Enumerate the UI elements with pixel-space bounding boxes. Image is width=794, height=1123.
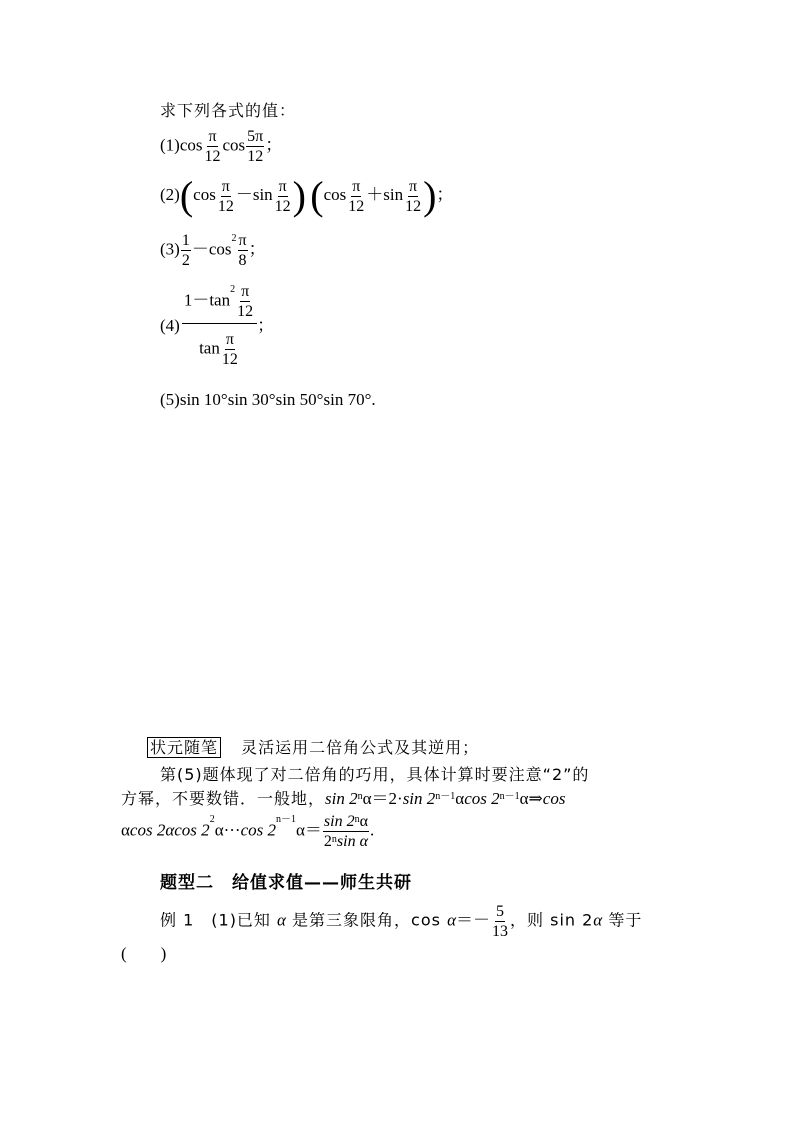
fraction: $\frac{\pi}{12}$ bbox=[204, 128, 221, 165]
fraction: $\frac{\pi}{12}$ bbox=[348, 177, 365, 215]
example-label: 例 1 (1)已知 bbox=[160, 910, 278, 930]
cos-text: cos bbox=[193, 184, 216, 204]
punct: ； bbox=[257, 315, 275, 335]
fraction: $\frac{\pi}{12}$ bbox=[274, 177, 291, 215]
minus-cos-text: －cos bbox=[191, 239, 232, 259]
problem-1 bbox=[160, 127, 282, 166]
big-fraction bbox=[182, 282, 257, 369]
cos-text: cos bbox=[323, 184, 347, 204]
punct: ； bbox=[436, 184, 454, 204]
section-title: 题型二 给值求值——师生共研 bbox=[160, 873, 412, 893]
tan-text: tan bbox=[199, 338, 220, 358]
minus-sin-text: －sin bbox=[235, 184, 273, 204]
cos-text: cos bbox=[222, 135, 246, 155]
problem-4 bbox=[160, 282, 274, 369]
fraction: $\frac{\pi}{12}$ bbox=[237, 283, 254, 320]
note-line-3: 方幂，不要数错．一般地，$\sin 2^n\alpha=2\cdot\sin$ $2^{n-1}\alpha\cos$ $2^{n-1}\alpha\Rightarrow\cos$ bbox=[121, 789, 566, 808]
answer-blank: ( ) bbox=[121, 944, 167, 963]
superscript: 2 bbox=[231, 233, 237, 244]
superscript: 2 bbox=[230, 284, 236, 295]
punct: ； bbox=[248, 239, 266, 259]
note-badge: 状元随笔 bbox=[147, 737, 221, 758]
note-line-4: αcos 2αcos $2^2\alpha\cdot\cdot\cdot\cos$ $2^{n-1}\alpha=$ $\frac{\sin 2^n\alpha}{2^n\sin \alpha}$ . bbox=[121, 813, 375, 850]
example-line-1: 例 1 (1)已知 α 是第三象限角，cos α＝－ $\frac{5}{13}$ ，则 sin 2α 等于 bbox=[160, 903, 643, 940]
fraction: $\frac{\pi}{12}$ bbox=[221, 331, 238, 368]
problem-3 bbox=[160, 231, 266, 270]
problem-2-label: (2) bbox=[160, 184, 180, 204]
fraction: $\frac{\pi}{8}$ bbox=[238, 232, 247, 269]
fraction: $\frac{\pi}{12}$ bbox=[405, 177, 422, 215]
one-minus-tan-text: 1－tan bbox=[183, 290, 231, 310]
problem-1-label: (1)cos bbox=[160, 135, 203, 155]
note-text-3: 方幂，不要数错．一般地， bbox=[121, 789, 326, 808]
problem-4-label: (4) bbox=[160, 315, 180, 335]
fraction: $\frac{\sin 2^n\alpha}{2^n\sin \alpha}$ bbox=[323, 813, 368, 850]
fraction: $\frac{1}{2}$ bbox=[181, 232, 190, 269]
note-line-2: 第(5)题体现了对二倍角的巧用，具体计算时要注意“2”的 bbox=[160, 765, 590, 784]
fraction: $\frac{5\pi}{12}$ bbox=[247, 128, 264, 165]
intro-text: 求下列各式的值： bbox=[160, 101, 297, 120]
problem-2: (2)(cos $\frac{\pi}{12}$ －sin $\frac{\pi}{12}$ ) (cos $\frac{\pi}{12}$ ＋sin $\frac{\pi}{12}$ )； bbox=[160, 173, 454, 218]
fraction: $\frac{\pi}{12}$ bbox=[217, 177, 234, 215]
fraction: $\frac{5}{13}$ bbox=[492, 903, 509, 940]
problem-3-label: (3) bbox=[160, 239, 180, 259]
note-text-1: 灵活运用二倍角公式及其逆用； bbox=[241, 738, 480, 757]
problem-5: (5)sin 10°sin 30°sin 50°sin 70°. bbox=[160, 390, 376, 409]
note-line-1 bbox=[147, 735, 479, 758]
plus-sin-text: ＋sin bbox=[366, 184, 404, 204]
punct: ； bbox=[265, 135, 283, 155]
